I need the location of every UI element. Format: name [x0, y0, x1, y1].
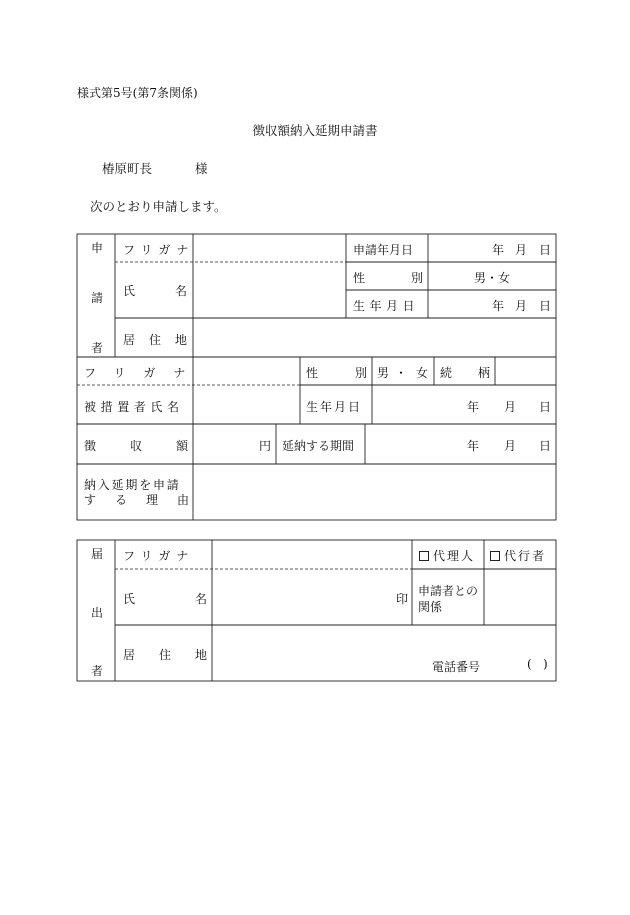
relationship-label-2: 柄 [478, 366, 491, 380]
submitter-name-label-2: 名 [195, 592, 208, 606]
applicant-section-label-3: 者 [91, 341, 104, 355]
applicant-birth-date-label: 生年月日 [353, 299, 420, 313]
applicant-furigana-label: フリガナ [123, 243, 195, 257]
addressee: 椿原町長 [102, 161, 153, 176]
reason-label-line1: 納入延期を申請 [84, 478, 181, 492]
relationship-label-1: 続 [440, 366, 453, 380]
subject-furigana-label: フリガナ [84, 366, 204, 380]
phone-label: 電話番号 [432, 660, 481, 674]
checkbox-icon [419, 551, 429, 561]
reason-field[interactable] [194, 465, 555, 519]
deferral-period-label: 延納する期間 [282, 439, 355, 453]
honorific: 様 [195, 161, 208, 176]
checkbox-icon [490, 551, 500, 561]
applicant-name-label-1: 氏 [123, 284, 136, 298]
agent-checkbox[interactable] [419, 547, 475, 564]
subject-gender-female[interactable]: 女 [416, 366, 429, 380]
applicant-birth-year: 年 [492, 299, 505, 313]
applicant-address-label-1: 居 [123, 333, 136, 347]
applicant-address-field[interactable] [194, 319, 555, 356]
document-title: 徴収額納入延期申請書 [252, 123, 378, 138]
phone-paren-close: ) [543, 657, 548, 671]
applicant-name-field[interactable] [194, 263, 345, 317]
proxy-checkbox[interactable] [490, 547, 546, 564]
application-date-year: 年 [492, 243, 505, 257]
applicant-name-label-2: 名 [175, 284, 188, 298]
submitter-name-label-1: 氏 [123, 592, 136, 606]
reason-label-yu: 由 [177, 493, 190, 507]
deferral-day: 日 [539, 439, 552, 453]
amount-label-2: 収 [130, 439, 143, 453]
deferral-month: 月 [504, 439, 517, 453]
reason-label-ru: る [115, 493, 128, 507]
applicant-address-label-3: 地 [175, 333, 188, 347]
deferral-period-field[interactable] [366, 425, 463, 463]
subject-name-field[interactable] [194, 386, 299, 423]
subject-birth-date-label: 生年月日 [306, 400, 363, 414]
application-date-field[interactable] [429, 235, 489, 261]
subject-name-label: 被措置者氏名 [84, 400, 184, 414]
subject-gender-dot: ・ [395, 366, 408, 380]
applicant-gender-label-1: 性 [353, 271, 366, 285]
amount-field[interactable] [194, 425, 256, 463]
relationship-to-applicant-field[interactable] [485, 570, 555, 624]
applicant-gender-label-2: 別 [411, 271, 424, 285]
proxy-label: 代行者 [504, 549, 547, 563]
applicant-gender-value[interactable]: 男・女 [474, 271, 511, 285]
application-date-day: 日 [539, 243, 552, 257]
relationship-to-applicant-label-2: 関係 [418, 600, 443, 614]
phone-paren-open: ( [527, 657, 532, 671]
applicant-birth-month: 月 [515, 299, 528, 313]
applicant-address-label-2: 住 [149, 333, 162, 347]
amount-unit: 円 [259, 439, 272, 453]
applicant-birth-date-field[interactable] [429, 291, 489, 317]
amount-label-1: 徴 [84, 439, 97, 453]
application-date-month: 月 [515, 243, 528, 257]
submitter-furigana-field[interactable] [213, 541, 411, 568]
amount-label-3: 額 [176, 439, 189, 453]
applicant-birth-day: 日 [539, 299, 552, 313]
submitter-section-label-3: 者 [91, 664, 104, 678]
submitter-address-field[interactable] [213, 626, 555, 656]
form-number: 様式第5号(第7条関係) [77, 86, 198, 100]
applicant-furigana-field[interactable] [194, 235, 345, 261]
applicant-section-label-2: 請 [91, 291, 104, 305]
submitter-section-label-1: 届 [91, 547, 104, 561]
subject-gender-male[interactable]: 男 [377, 366, 390, 380]
subject-gender-label-1: 性 [306, 366, 319, 380]
submitter-name-field[interactable] [213, 570, 393, 624]
applicant-section-label-1: 申 [91, 241, 104, 255]
intro-text: 次のとおり申請します。 [90, 199, 227, 214]
subject-birth-day: 日 [539, 400, 552, 414]
submitter-address-label-3: 地 [195, 648, 208, 662]
relationship-to-applicant-label-1: 申請者との [418, 584, 479, 598]
reason-label-ri: 理 [146, 493, 159, 507]
application-date-label: 申請年月日 [353, 243, 414, 257]
subject-birth-month: 月 [504, 400, 517, 414]
seal-mark: 印 [396, 592, 409, 606]
subject-birth-date-field[interactable] [373, 386, 463, 423]
deferral-year: 年 [467, 439, 480, 453]
submitter-address-label-1: 居 [123, 648, 136, 662]
submitter-address-label-2: 住 [159, 648, 172, 662]
subject-gender-label-2: 別 [355, 366, 368, 380]
agent-label: 代理人 [433, 549, 476, 563]
relationship-field[interactable] [496, 358, 555, 384]
submitter-section-label-2: 出 [91, 606, 104, 620]
subject-birth-year: 年 [467, 400, 480, 414]
subject-furigana-field[interactable] [194, 358, 299, 384]
reason-label-su: す [84, 493, 97, 507]
submitter-furigana-label: フリガナ [123, 549, 195, 563]
